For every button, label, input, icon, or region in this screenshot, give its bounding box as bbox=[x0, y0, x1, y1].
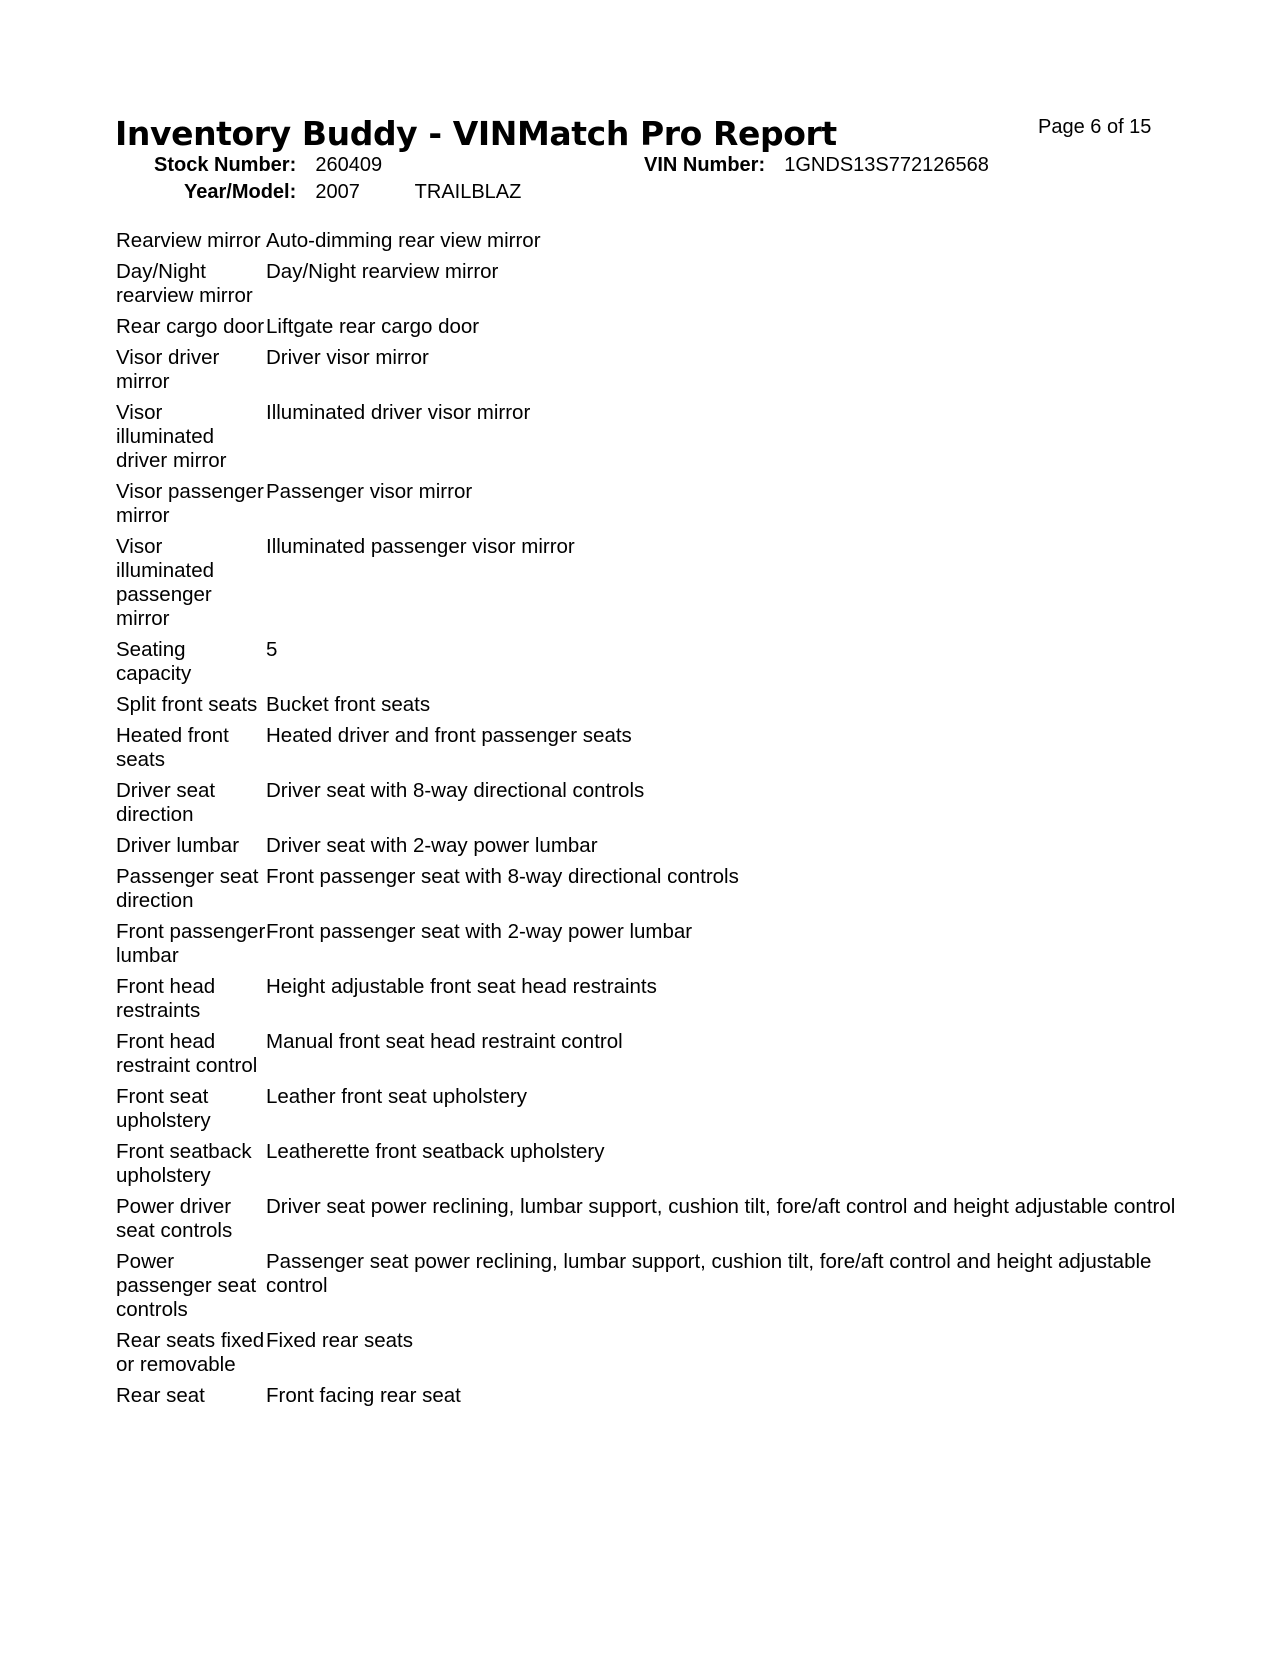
spec-list bbox=[116, 229, 1176, 1415]
spec-label: Front head restraint control bbox=[116, 1030, 258, 1077]
year-value: 2007 bbox=[315, 181, 360, 203]
spec-value: Front passenger seat with 8-way directional controls bbox=[266, 865, 739, 888]
spec-label: Front head restraints bbox=[116, 975, 216, 1022]
spec-value: Illuminated passenger visor mirror bbox=[266, 535, 575, 558]
spec-value: Auto-dimming rear view mirror bbox=[266, 229, 541, 252]
spec-label: Front seatback upholstery bbox=[116, 1140, 252, 1187]
spec-value: Passenger seat power reclining, lumbar support, cushion tilt, fore/aft control and height adjustable control bbox=[266, 1250, 1152, 1297]
spec-row bbox=[116, 1384, 1176, 1408]
spec-label: Front passenger lumbar bbox=[116, 920, 266, 967]
spec-value: Leather front seat upholstery bbox=[266, 1085, 527, 1108]
spec-row bbox=[116, 1140, 1176, 1188]
spec-row bbox=[116, 535, 1176, 631]
year-model-field bbox=[184, 181, 521, 204]
vin-number-field bbox=[644, 154, 989, 177]
spec-label: Driver seat direction bbox=[116, 779, 216, 826]
spec-value: Liftgate rear cargo door bbox=[266, 315, 480, 338]
spec-row bbox=[116, 865, 1176, 913]
spec-label: Visor illuminated driver mirror bbox=[116, 401, 227, 472]
spec-label: Seating capacity bbox=[116, 638, 192, 685]
spec-label: Rear cargo door bbox=[116, 315, 265, 338]
spec-row bbox=[116, 975, 1176, 1023]
spec-row bbox=[116, 724, 1176, 772]
spec-row bbox=[116, 1250, 1176, 1322]
spec-label: Front seat upholstery bbox=[116, 1085, 211, 1132]
spec-row bbox=[116, 346, 1176, 394]
spec-row bbox=[116, 834, 1176, 858]
spec-value: Day/Night rearview mirror bbox=[266, 260, 499, 283]
stock-number-field bbox=[154, 154, 382, 177]
vin-number-label: VIN Number: bbox=[644, 154, 766, 176]
spec-label: Day/Night rearview mirror bbox=[116, 260, 253, 307]
stock-number-value: 260409 bbox=[315, 154, 383, 176]
spec-label: Split front seats bbox=[116, 693, 258, 716]
spec-value: Driver seat with 2-way power lumbar bbox=[266, 834, 598, 857]
spec-label: Rear seats fixed or removable bbox=[116, 1329, 265, 1376]
spec-label: Power driver seat controls bbox=[116, 1195, 233, 1242]
spec-row bbox=[116, 315, 1176, 339]
spec-value: Leatherette front seatback upholstery bbox=[266, 1140, 605, 1163]
spec-row bbox=[116, 920, 1176, 968]
spec-label: Power passenger seat controls bbox=[116, 1250, 257, 1321]
spec-value: Front passenger seat with 2-way power lumbar bbox=[266, 920, 693, 943]
spec-row bbox=[116, 693, 1176, 717]
spec-label: Visor passenger mirror bbox=[116, 480, 264, 527]
stock-number-label: Stock Number: bbox=[154, 154, 297, 176]
page-number: Page 6 of 15 bbox=[1038, 116, 1152, 138]
spec-value: 5 bbox=[266, 638, 278, 661]
spec-value: Driver seat power reclining, lumbar support, cushion tilt, fore/aft control and height adjustable control bbox=[266, 1195, 1176, 1218]
spec-label: Rearview mirror bbox=[116, 229, 261, 252]
spec-value: Illuminated driver visor mirror bbox=[266, 401, 531, 424]
spec-label: Rear seat bbox=[116, 1384, 205, 1407]
page-title: Inventory Buddy - VINMatch Pro Report bbox=[115, 114, 837, 153]
year-model-label: Year/Model: bbox=[184, 181, 297, 203]
spec-label: Driver lumbar bbox=[116, 834, 240, 857]
spec-row bbox=[116, 1329, 1176, 1377]
spec-row bbox=[116, 480, 1176, 528]
spec-row bbox=[116, 401, 1176, 473]
spec-row bbox=[116, 260, 1176, 308]
spec-value: Passenger visor mirror bbox=[266, 480, 473, 503]
spec-value: Heated driver and front passenger seats bbox=[266, 724, 632, 747]
spec-row bbox=[116, 638, 1176, 686]
spec-row bbox=[116, 1085, 1176, 1133]
spec-label: Visor illuminated passenger mirror bbox=[116, 535, 214, 630]
spec-value: Fixed rear seats bbox=[266, 1329, 413, 1352]
spec-value: Driver visor mirror bbox=[266, 346, 429, 369]
spec-row bbox=[116, 229, 1176, 253]
spec-label: Visor driver mirror bbox=[116, 346, 220, 393]
spec-value: Driver seat with 8-way directional controls bbox=[266, 779, 645, 802]
spec-value: Front facing rear seat bbox=[266, 1384, 461, 1407]
model-value: TRAILBLAZ bbox=[414, 181, 522, 203]
spec-row bbox=[116, 1030, 1176, 1078]
spec-value: Manual front seat head restraint control bbox=[266, 1030, 623, 1053]
spec-label: Heated front seats bbox=[116, 724, 229, 771]
spec-value: Height adjustable front seat head restraints bbox=[266, 975, 657, 998]
spec-row bbox=[116, 779, 1176, 827]
vin-number-value: 1GNDS13S772126568 bbox=[784, 154, 989, 176]
spec-row bbox=[116, 1195, 1176, 1243]
spec-value: Bucket front seats bbox=[266, 693, 431, 716]
spec-label: Passenger seat direction bbox=[116, 865, 259, 912]
